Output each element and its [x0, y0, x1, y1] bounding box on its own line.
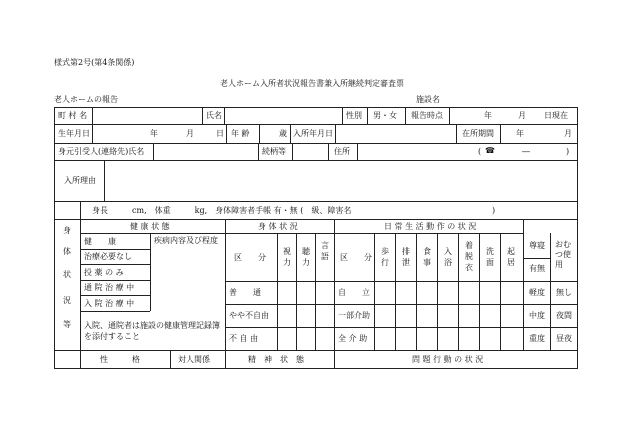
daily-col-meal: 食事 — [423, 247, 431, 267]
report-year: 年 — [484, 111, 492, 120]
birth-year: 年 — [150, 129, 158, 138]
period-year: 年 — [516, 129, 524, 138]
report-time-label: 報告時点 — [411, 111, 443, 120]
name-label: 氏名 — [206, 111, 222, 120]
guardian-label: 身元引受人(連絡先)氏名 — [58, 147, 145, 156]
severity-severe: 重度 — [529, 334, 545, 343]
phone-close: ) — [566, 147, 570, 156]
mental-label: 精 神 状 態 — [248, 355, 304, 364]
daily-col-bath: 入浴 — [444, 247, 452, 267]
behavior-label: 問 題 行 動 の 状 況 — [412, 355, 484, 364]
side-char-4: 況 — [63, 296, 71, 305]
birth-label: 生年月日 — [58, 129, 90, 138]
phys-kubun: 区 分 — [234, 253, 266, 262]
health-header: 健 康 状 態 — [130, 222, 170, 231]
daily-col-wash: 洗面 — [486, 247, 494, 267]
report-date-current: 日現在 — [544, 111, 568, 120]
health-item-2[interactable]: 治療必要なし — [84, 252, 132, 261]
daily-row-partial: 一部介助 — [338, 311, 370, 320]
daily-row-full: 全 介 助 — [338, 334, 368, 343]
phys-col-hearing: 聴力 — [302, 247, 310, 267]
measure-text: 身長 cm, 体重 kg, 身体障害者手帳 有・無 ( 級、障害名 — [92, 206, 352, 215]
daily-col-dress: 着脱衣 — [465, 241, 473, 272]
phys-col-speech: 言語 — [321, 241, 329, 261]
report-month: 月 — [518, 111, 526, 120]
age-label: 年 齢 — [231, 129, 250, 138]
sex-label: 性別 — [346, 111, 362, 120]
daily-header: 日 常 生 活 動 作 の 状 況 — [384, 222, 477, 231]
page-title: 老人ホーム入所者状況報告書兼入所継続判定審査票 — [220, 79, 404, 88]
daily-col-excretion: 排泄 — [402, 247, 410, 267]
physical-header: 身 体 状 況 — [258, 222, 298, 231]
usage-none: 無し — [556, 288, 572, 297]
diaper-usage: おむつ使用 — [555, 240, 571, 269]
municipality-label: 町 村 名 — [58, 111, 88, 120]
report-label: 老人ホームの報告 — [54, 95, 118, 104]
phone-open: ( — [478, 147, 482, 156]
address-label: 住所 — [334, 147, 350, 156]
period-label: 在所期間 — [462, 129, 494, 138]
health-item-4[interactable]: 通 院 治 療 中 — [84, 283, 135, 292]
birth-month: 月 — [186, 129, 194, 138]
relations-label: 対人関係 — [178, 355, 210, 364]
toilet-header: 尊寝 — [529, 241, 545, 250]
daily-kubun: 区 分 — [340, 253, 372, 262]
health-item-1[interactable]: 健 康 — [84, 237, 116, 246]
usage-night: 夜間 — [556, 311, 572, 320]
daily-col-rise: 起居 — [507, 247, 515, 267]
phys-row-normal: 普 通 — [229, 288, 261, 297]
phone-dash: ― — [522, 147, 530, 156]
health-note: 入院、通院者は施設の健康管理記録簿を添付すること — [84, 321, 220, 341]
severity-moderate: 中度 — [529, 311, 545, 320]
disease-label: 疾病内容及び程度 — [154, 236, 218, 245]
reason-label: 入所理由 — [64, 176, 96, 185]
measure-close: ) — [492, 206, 496, 215]
sex-options[interactable]: 男・女 — [373, 111, 397, 120]
personality-label: 性 格 — [100, 355, 140, 364]
admission-date-label: 入所年月日 — [293, 129, 333, 138]
usage-day-night: 昼夜 — [556, 334, 572, 343]
side-char-2: 体 — [63, 247, 71, 256]
daily-col-walk: 歩行 — [381, 247, 389, 267]
facility-label: 施設名 — [416, 95, 440, 104]
relation-label: 続柄等 — [262, 147, 286, 156]
side-char-1: 身 — [63, 226, 71, 235]
toilet-header-2: 有無 — [529, 264, 545, 273]
period-month: 月 — [564, 129, 572, 138]
severity-mild: 軽度 — [529, 288, 545, 297]
health-item-5[interactable]: 入 院 治 療 中 — [84, 299, 135, 308]
phys-row-impaired: 不 自 由 — [229, 334, 259, 343]
phone-icon: ☎ — [485, 146, 495, 155]
health-item-3[interactable]: 投 薬 の み — [84, 268, 124, 277]
age-unit: 歳 — [279, 129, 287, 138]
phys-col-sight: 視力 — [283, 247, 291, 267]
side-char-5: 等 — [63, 320, 71, 329]
birth-day: 日 — [216, 129, 224, 138]
form-number: 様式第2号(第4条関係) — [54, 58, 135, 67]
side-char-3: 状 — [63, 270, 71, 279]
phys-row-slight: やや不自由 — [229, 311, 269, 320]
daily-row-independent: 自 立 — [338, 288, 370, 297]
